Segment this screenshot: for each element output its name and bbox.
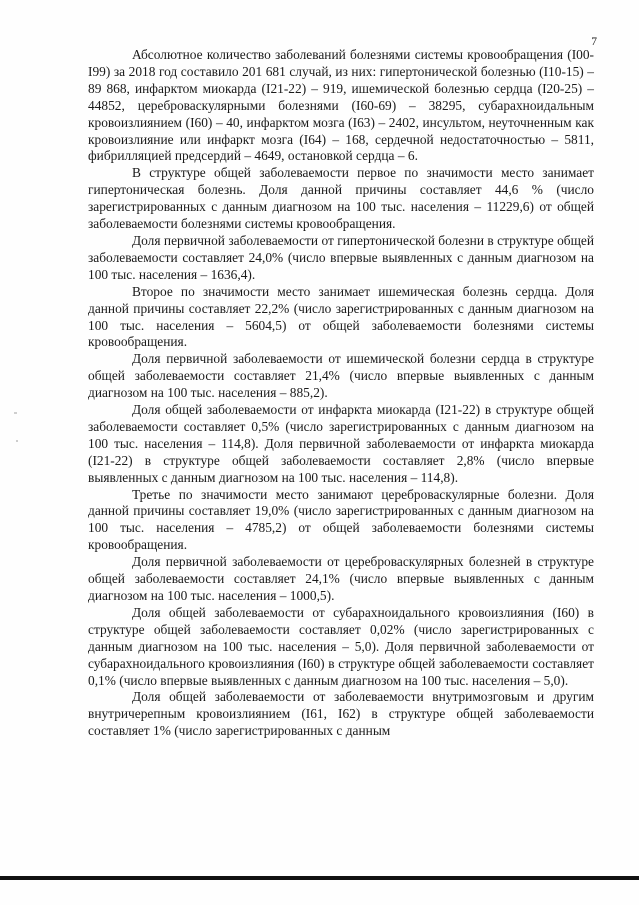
paragraph-intracerebral: Доля общей заболеваемости от заболеваемости внутримозговым и другим внутричерепным кровоизлиянием (I61, I62) в структуре общей заболеваемости составляет 1% (число зарегистрированных с данным (88, 689, 594, 739)
paragraph-ischemic-primary: Доля первичной заболеваемости от ишемической болезни сердца в структуре общей заболеваемости составляет 21,4% (число впервые выявленных с данным диагнозом на 100 тыс. населения – 885,2). (88, 351, 594, 401)
paragraph-subarachnoid: Доля общей заболеваемости от субарахноидального кровоизлияния (I60) в структуре общей заболеваемости составляет 0,02% (число зарегистрированных с данным диагнозом на 100 тыс. населения – 5,0). Доля первичной заболеваемости от субарахноидального кровоизлияния (I60) в структуре общей заболеваемости составляет 0,1% (число впервые выявленных с данным диагнозом на 100 тыс. населения – 5,0). (88, 604, 594, 688)
scan-artifact-mark (14, 412, 17, 414)
scan-artifact-dot (16, 440, 18, 442)
paragraph-cerebrovascular-primary: Доля первичной заболеваемости от цереброваскулярных болезней в структуре общей заболеваемости составляет 24,1% (число впервые выявленных с данным диагнозом на 100 тыс. населения – 1000,5). (88, 554, 594, 603)
paragraph-hypertension-share: В структуре общей заболеваемости первое по значимости место занимает гипертоническая болезнь. Доля данной причины составляет 44,6 % (число зарегистрированных с данным диагнозом на 100 тыс. населения – 11229,6) от общей заболеваемости болезнями системы кровообращения. (88, 165, 594, 232)
paragraph-myocardial-infarction: Доля общей заболеваемости от инфаркта миокарда (I21-22) в структуре общей заболеваемости составляет 0,5% (число зарегистрированных с данным диагнозом на 100 тыс. населения – 114,8). Доля первичной заболеваемости от инфаркта миокарда (I21-22) в структуре общей заболеваемости составляет 2,8% (число впервые выявленных с данным диагнозом на 100 тыс. населения – 114,8). (88, 402, 594, 485)
page-number: 7 (591, 36, 597, 48)
paragraph-total-cases: Абсолютное количество заболеваний болезнями системы кровообращения (I00-I99) за 2018 год составило 201 681 случай, из них: гипертонической болезнью (I10-15) – 89 868, инфарктом миокарда (I21-22) – 919, ишемической болезнью сердца (I20-25) – 44852, цереброваскулярными болезнями (I60-69) – 38295, субарахноидальным кровоизлиянием (I60) – 40, инфарктом мозга (I63) – 2402, инсультом, неуточненным как кровоизлияние или инфаркт мозга (I64) – 168, сердечной недостаточностью – 5811, фибрилляцией предсердий – 4649, остановкой сердца – 6. (88, 47, 594, 164)
paragraph-ischemic-share: Второе по значимости место занимает ишемическая болезнь сердца. Доля данной причины составляет 22,2% (число зарегистрированных с данным диагнозом на 100 тыс. населения – 5604,5) от общей заболеваемости болезнями системы кровообращения. (88, 283, 594, 350)
bottom-rule (0, 876, 639, 880)
paragraph-hypertension-primary: Доля первичной заболеваемости от гипертонической болезни в структуре общей заболеваемости составляет 24,0% (число впервые выявленных с данным диагнозом на 100 тыс. населения – 1636,4). (88, 232, 594, 282)
body-text (88, 47, 594, 740)
paragraph-cerebrovascular-share: Третье по значимости место занимают цереброваскулярные болезни. Доля данной причины составляет 19,0% (число зарегистрированных с данным диагнозом на 100 тыс. населения – 4785,2) от общей заболеваемости болезнями системы кровообращения. (88, 486, 594, 553)
